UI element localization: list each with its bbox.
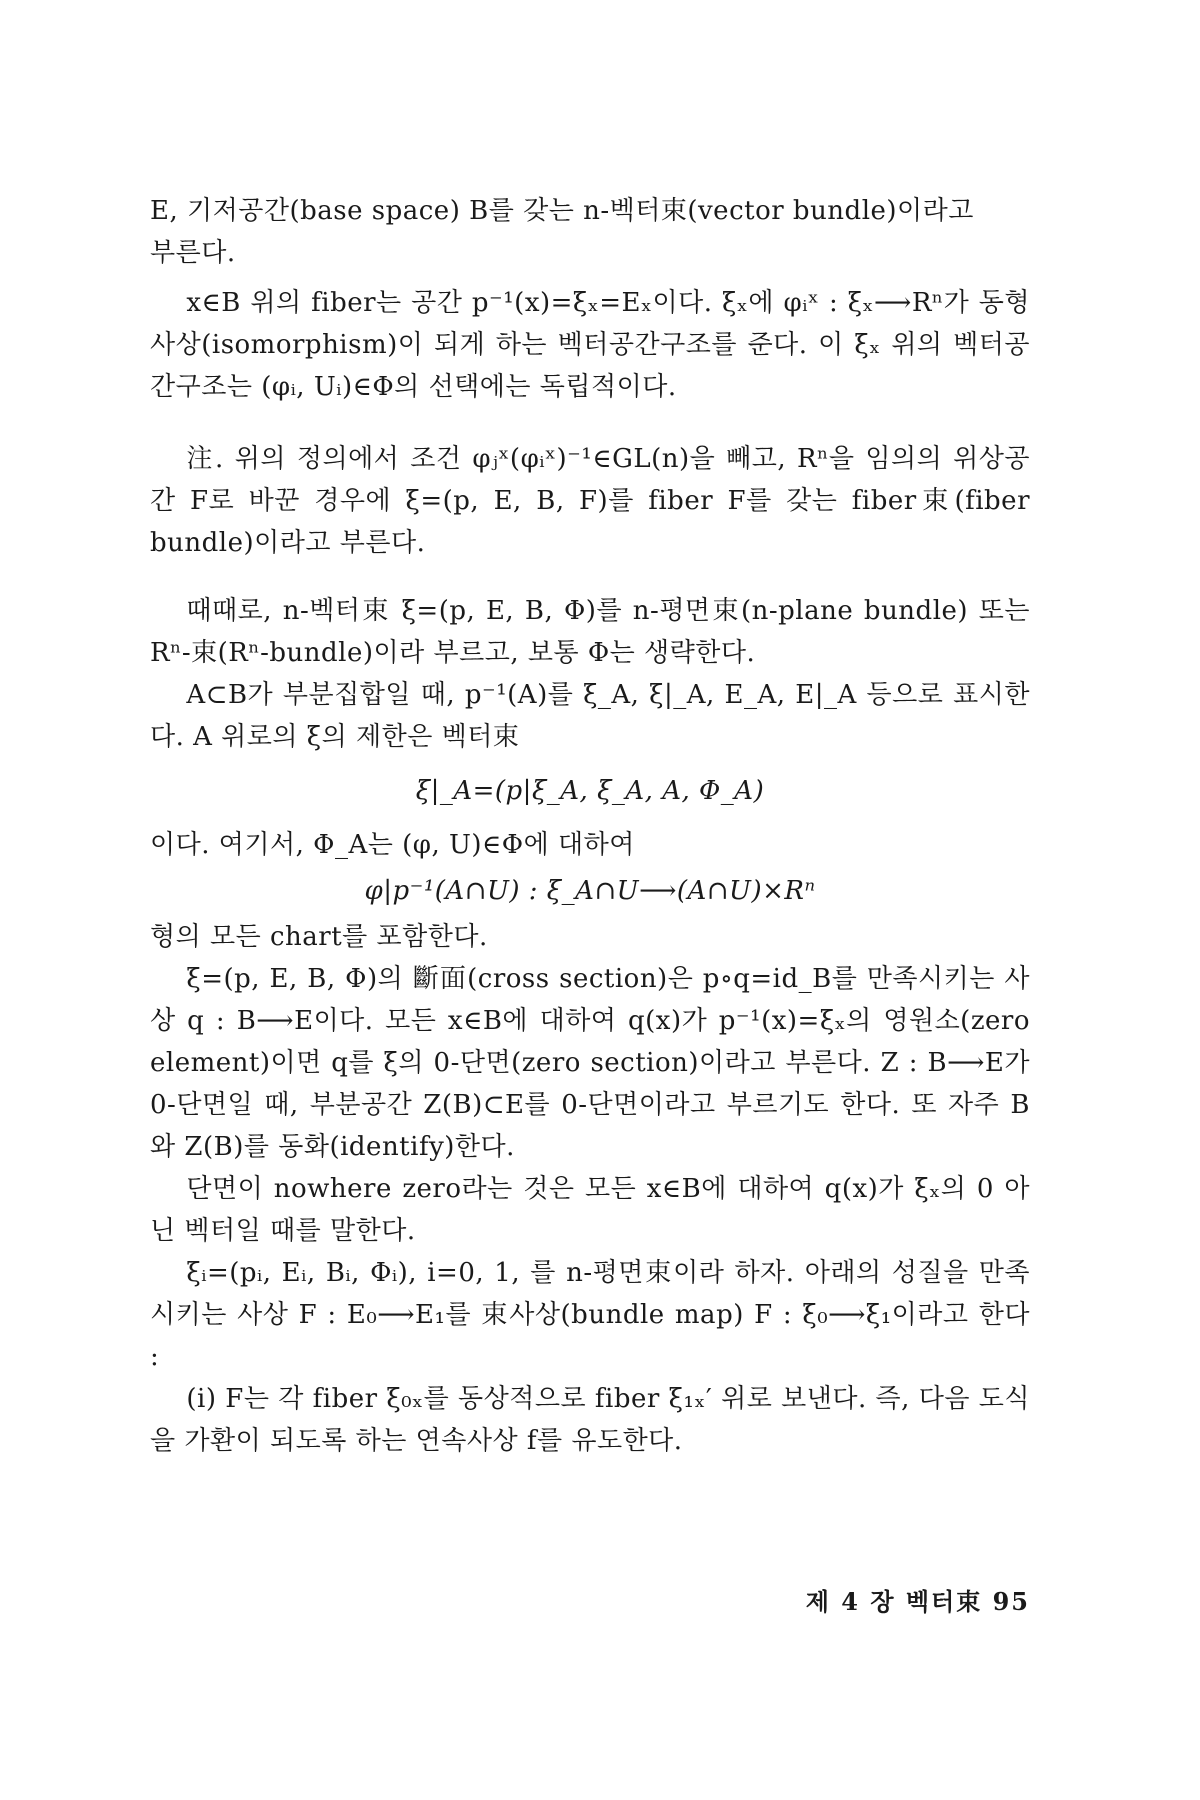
paragraph-chart: 형의 모든 chart를 포함한다.: [150, 922, 488, 952]
main-text: [150, 190, 1030, 1462]
equation-restriction: ξ|_A=(p|ξ_A, ξ_A, A, Φ_A): [415, 776, 765, 806]
paragraph-condition-i: (i) F는 각 fiber ξ₀ₓ를 동상적으로 fiber ξ₁ₓ′ 위로 보낸다. 즉, 다음 도식을 가환이 되도록 하는 연속사상 f를 유도한다.: [150, 1384, 1030, 1456]
equation-chart: φ|p⁻¹(A∩U) : ξ_A∩U⟶(A∩U)×Rⁿ: [364, 876, 816, 906]
paragraph-nowhere-zero: 단면이 nowhere zero라는 것은 모든 x∈B에 대하여 q(x)가 ξₓ의 0 아닌 벡터일 때를 말한다.: [150, 1174, 1030, 1246]
paragraph-fiber: x∈B 위의 fiber는 공간 p⁻¹(x)=ξₓ=Eₓ이다. ξₓ에 φᵢˣ : ξₓ⟶Rⁿ가 동형사상(isomorphism)이 되게 하는 벡터공간구조를 준다. 이 ξₓ 위의 벡터공간구조는 (φᵢ, Uᵢ)∈Φ의 선택에는 독립적이다.: [150, 288, 1030, 402]
paragraph-phi-a: 이다. 여기서, Φ_A는 (φ, U)∈Φ에 대하여: [150, 830, 635, 860]
paragraph-restriction: A⊂B가 부분집합일 때, p⁻¹(A)를 ξ_A, ξ|_A, E_A, E|_A 등으로 표시한다. A 위로의 ξ의 제한은 벡터束: [150, 680, 1030, 752]
note-paragraph: 注. 위의 정의에서 조건 φⱼˣ(φᵢˣ)⁻¹∈GL(n)을 빼고, Rⁿ을 임의의 위상공간 F로 바꾼 경우에 ξ=(p, E, B, F)를 fiber F를 갖는 fiber束(fiber bundle)이라고 부른다.: [150, 444, 1030, 558]
paragraph-1-line-2: 부른다.: [150, 238, 236, 268]
page-footer: 제 4 장 벡터束 95: [805, 1587, 1030, 1616]
paragraph-1-line-1: E, 기저공간(base space) B를 갖는 n-벡터束(vector bundle)이라고: [150, 196, 974, 226]
paragraph-plane-bundle: 때때로, n-벡터束 ξ=(p, E, B, Φ)를 n-평면束(n-plane bundle) 또는 Rⁿ-束(Rⁿ-bundle)이라 부르고, 보통 Φ는 생략한다.: [150, 596, 1030, 668]
paragraph-cross-section: ξ=(p, E, B, Φ)의 斷面(cross section)은 p∘q=id_B를 만족시키는 사상 q : B⟶E이다. 모든 x∈B에 대하여 q(x)가 p⁻¹(x)=ξₓ의 영원소(zero element)이면 q를 ξ의 0-단면(zero section)이라고 부른다. Z : B⟶E가 0-단면일 때, 부분공간 Z(B)⊂E를 0-단면이라고 부르기도 한다. 또 자주 B와 Z(B)를 동화(identify)한다.: [150, 964, 1030, 1162]
paragraph-bundle-map: ξᵢ=(pᵢ, Eᵢ, Bᵢ, Φᵢ), i=0, 1, 를 n-평면束이라 하자. 아래의 성질을 만족시키는 사상 F : E₀⟶E₁를 束사상(bundle map) F : ξ₀⟶ξ₁이라고 한다 :: [150, 1258, 1030, 1372]
